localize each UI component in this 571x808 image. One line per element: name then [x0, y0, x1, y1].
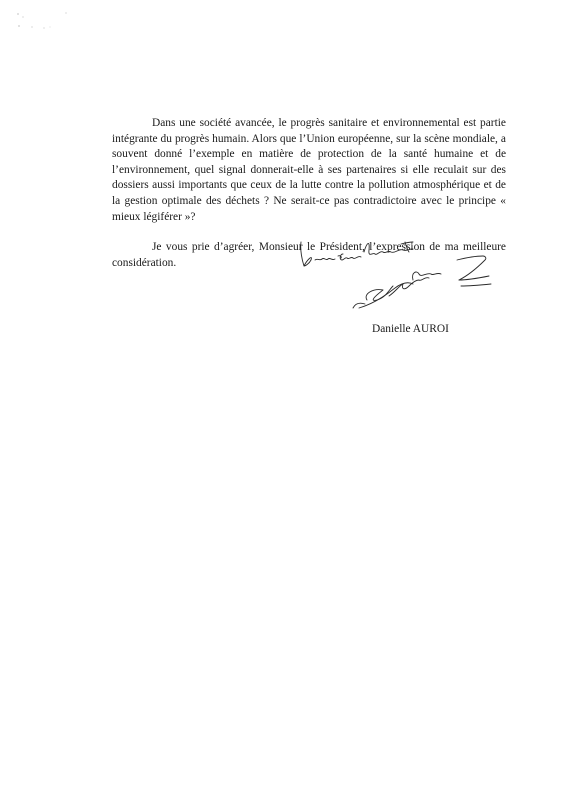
signature-initials	[457, 256, 491, 286]
scan-artifact-specks	[14, 8, 84, 38]
signer-name: Danielle AUROI	[372, 323, 449, 335]
closing-argument-paragraph: Dans une société avancée, le progrès sanitaire et environnemental est partie intégrante du progrès humain. Alors que l’Union européenne, sur la scène mondiale, a souvent donné l’exemple en matière de protection de la santé humaine et de l’environnement, quel signal donnerait-elle à ses partenaires si elle reculait sur des dossiers aussi importants que ceux de la lutte contre la pollution atmosphérique et de la gestion optimale des déchets ? Ne serait-ce pas contradictoire avec le principe « mieux légiférer »?	[112, 117, 506, 223]
salutation-paragraph: Je vous prie d’agréer, Monsieur le Président, l’expression de ma meilleure considération.	[112, 241, 506, 269]
handwritten-signature	[285, 230, 500, 325]
signature-scrawl	[353, 272, 441, 308]
handwritten-note-bien-cordialement	[301, 242, 413, 266]
